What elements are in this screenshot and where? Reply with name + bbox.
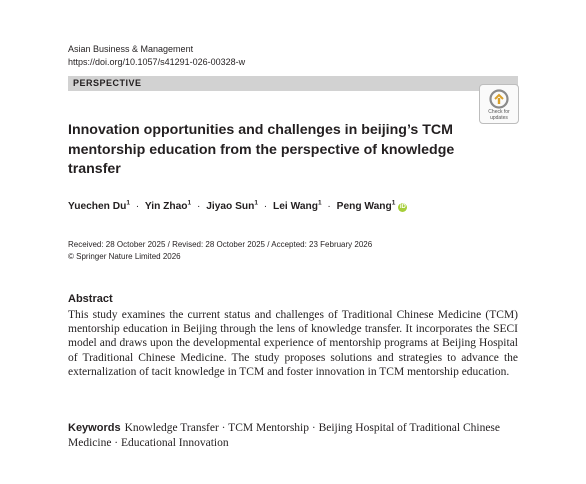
affiliation-marker: 1 bbox=[187, 199, 192, 207]
affiliation-marker: 1 bbox=[317, 199, 322, 207]
author-list bbox=[68, 201, 407, 212]
author-name[interactable]: Yin Zhao bbox=[144, 201, 188, 212]
affiliation-marker: 1 bbox=[254, 199, 258, 207]
author-separator: · bbox=[263, 201, 268, 212]
badge-label: Check for updates bbox=[488, 109, 510, 121]
keywords-section bbox=[68, 421, 518, 451]
article-title: Innovation opportunities and challenges in beijing’s TCM mentorship education from the perspective of knowledge transfer bbox=[68, 122, 455, 177]
author-name[interactable]: Yuechen Du bbox=[68, 201, 127, 212]
keywords-list: Knowledge Transfer · TCM Mentorship · Beijing Hospital of Traditional Chinese Medicine · Educational Innovation bbox=[68, 422, 501, 449]
doi-link[interactable]: https://doi.org/10.1057/s41291-026-00328-w bbox=[68, 57, 246, 67]
keywords-label: Keywords bbox=[68, 422, 121, 434]
affiliation-marker: 1 bbox=[391, 199, 396, 207]
check-for-updates-badge[interactable] bbox=[479, 84, 519, 124]
author-separator: · bbox=[135, 201, 140, 212]
abstract-body: This study examines the current status and challenges of Traditional Chinese Medicine (TCM) mentorship education in Beijing through the lens of knowledge transfer. It incorporates the SECI model and draws upon the developmental experience of mentorship programs at Beijing Hospital of Traditional Chinese Medicine. The study proposes solutions and strategies to advance the externalization of tacit knowledge in TCM and foster innovation in TCM mentorship education. bbox=[68, 309, 518, 378]
section-label: PERSPECTIVE bbox=[73, 78, 142, 88]
orcid-icon[interactable]: iD bbox=[399, 204, 406, 210]
check-updates-icon bbox=[489, 89, 509, 109]
copyright-notice: © Springer Nature Limited 2026 bbox=[68, 252, 181, 261]
author-separator: · bbox=[196, 201, 201, 212]
author-name[interactable]: Peng Wang bbox=[336, 201, 392, 212]
author-separator: · bbox=[327, 201, 331, 212]
article-dates: Received: 28 October 2025 / Revised: 28 October 2025 / Accepted: 23 February 2026 bbox=[68, 240, 373, 249]
author-name[interactable]: Jiyao Sun bbox=[206, 201, 255, 212]
author-name[interactable]: Lei Wang bbox=[273, 201, 318, 212]
affiliation-marker: 1 bbox=[126, 199, 130, 207]
journal-name: Asian Business & Management bbox=[68, 44, 194, 54]
section-band bbox=[68, 76, 518, 91]
abstract-heading: Abstract bbox=[68, 293, 113, 305]
